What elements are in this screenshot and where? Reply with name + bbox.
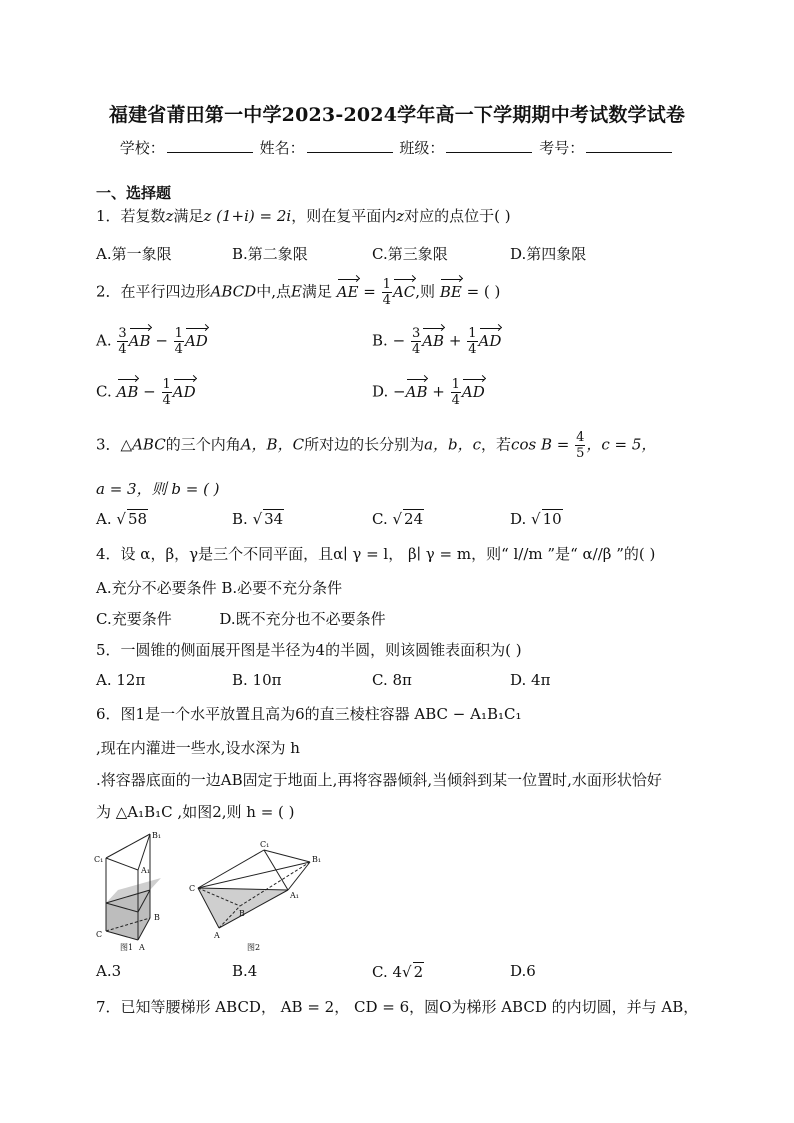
q2-frac-den: 4 [382, 293, 391, 308]
q1-text-c: ，则在复平面内 [291, 207, 397, 225]
q1-option-d[interactable]: D.第四象限 [510, 245, 587, 263]
q2-option-d[interactable] [372, 377, 485, 408]
radicand: 24 [404, 510, 424, 528]
question-2 [96, 277, 500, 308]
q3-text-d: ，若 [481, 435, 512, 454]
q1-text-a: 1．若复数 [96, 207, 166, 225]
section-heading: 一、选择题 [96, 184, 172, 202]
q2-vec-be: BE [439, 282, 462, 301]
label-b1: B₁ [152, 831, 162, 840]
frac-num: 1 [451, 377, 460, 392]
plus-sign: + [448, 331, 462, 350]
student-info-row [0, 137, 794, 158]
minus-sign: − [143, 382, 156, 401]
q2-text-c: 满足 [301, 282, 332, 301]
q2-option-a[interactable] [96, 326, 208, 357]
q5-option-a[interactable]: A. 12π [96, 671, 146, 689]
q2-eq: = [363, 282, 376, 301]
frac-den: 4 [411, 342, 421, 357]
name-label: 姓名： [259, 139, 305, 157]
q6-option-d[interactable]: D.6 [510, 962, 536, 980]
figure-2-prism [198, 850, 310, 928]
class-blank[interactable] [446, 138, 532, 153]
q1-z2: z [396, 207, 405, 225]
label-a1: A₁ [141, 866, 150, 875]
q1-text-b: 满足 [173, 207, 204, 225]
q6-option-b[interactable]: B.4 [232, 962, 258, 980]
q2-fraction [382, 277, 392, 308]
minus-sign: − [392, 331, 406, 350]
q2-vec-ac: AC [392, 282, 416, 301]
frac-num: 3 [118, 326, 127, 341]
q2-e: E [290, 282, 302, 301]
q6-option-c[interactable]: C. 4√ 2 [372, 963, 424, 981]
top-ca [106, 858, 138, 870]
frac-den: 4 [451, 393, 460, 408]
q2-abcd: ABCD [210, 282, 257, 301]
q3-option-a[interactable]: A. √ 58 [96, 510, 148, 528]
q3-fraction [575, 430, 585, 461]
q3-line-2: a = 3，则 b = ( ) [96, 480, 220, 498]
frac-den: 4 [174, 342, 183, 357]
q2-opt-c-frac [162, 377, 172, 408]
question-7: 7．已知等腰梯形 ABCD， AB = 2， CD = 6，圆O为梯形 ABCD 的内切圆，并与 AB， [96, 998, 699, 1016]
q2-vec-ad: AD [461, 382, 485, 401]
class-label: 班级： [399, 139, 445, 157]
q6-option-a[interactable]: A.3 [96, 962, 122, 980]
radicand: 10 [542, 510, 562, 528]
opt-label: D. [510, 510, 532, 528]
edge-c-c1 [198, 850, 264, 888]
q5-option-b[interactable]: B. 10π [232, 671, 282, 689]
q3-text-a: 3． [96, 435, 121, 454]
plus-sign: + [432, 382, 445, 401]
label-a: A [139, 943, 145, 952]
q2-opt-d-frac [451, 377, 461, 408]
q1-option-c[interactable]: C.第三象限 [372, 245, 448, 263]
radicand: 34 [264, 510, 284, 528]
figure-1-prism [106, 834, 161, 940]
question-4: 4．设 α，β，γ是三个不同平面，且α∣ γ = l， β∣ γ = m，则“ l//m ”是“ α//β ”的( ) [96, 545, 656, 563]
minus-sign: − [393, 382, 406, 401]
q1-option-a[interactable]: A.第一象限 [96, 245, 172, 263]
label-c1: C₁ [94, 855, 104, 864]
q2-vec-ad: AD [184, 331, 208, 350]
q2-tail: = ( ) [466, 282, 501, 301]
q2-opt-b-label: B. [372, 331, 388, 350]
q2-vec-ad: AD [172, 382, 196, 401]
q2-vec-ae: AE [336, 282, 359, 301]
q3-sides: a，b，c [424, 435, 482, 454]
label-c: C [96, 930, 103, 939]
edge-c1-a1 [264, 850, 288, 890]
frac-den: 4 [162, 393, 171, 408]
q2-opt-a-label: A. [96, 331, 112, 350]
opt-label: B. [232, 510, 253, 528]
water-region-2 [198, 888, 288, 928]
number-label: 考号： [539, 139, 585, 157]
q1-option-b[interactable]: B.第二象限 [232, 245, 308, 263]
q1-z: z [165, 207, 174, 225]
school-label: 学校： [119, 139, 165, 157]
opt-label: C. 4 [372, 963, 403, 981]
name-blank[interactable] [307, 138, 393, 153]
q3-cos: cos B = [511, 435, 570, 454]
q2-text-b: 中,点 [256, 282, 291, 301]
q5-option-d[interactable]: D. 4π [510, 671, 551, 689]
frac-num: 1 [162, 377, 171, 392]
number-blank[interactable] [586, 138, 672, 153]
frac-num: 1 [174, 326, 183, 341]
question-5: 5．一圆锥的侧面展开图是半径为4的半圆，则该圆锥表面积为( ) [96, 641, 522, 659]
exam-title: 福建省莆田第一中学2023-2024学年高一下学期期中考试数学试卷 [108, 104, 686, 126]
school-blank[interactable] [167, 138, 253, 153]
question-6-line-4: 为 △A₁B₁C ,如图2,则 h = ( ) [96, 803, 295, 821]
q2-opt-a-frac2 [174, 326, 184, 357]
q3-text-b: 的三个内角 [165, 435, 241, 454]
q1-expression: z (1+i) = 2i [203, 207, 292, 225]
frac-den: 4 [468, 342, 477, 357]
q3-option-d[interactable]: D. √ 10 [510, 510, 562, 528]
q2-opt-d-label: D. [372, 382, 389, 401]
q2-opt-b-frac2 [467, 326, 477, 357]
label-b: B [239, 909, 245, 918]
q4-options-row-1[interactable]: A.充分不必要条件 B.必要不充分条件 [96, 579, 343, 597]
radicand: 58 [127, 510, 148, 528]
q3-option-c[interactable]: C. √ 24 [372, 510, 424, 528]
frac-num: 3 [411, 326, 421, 341]
q2-opt-a-frac1 [117, 326, 127, 357]
label-c: C [189, 884, 196, 893]
q4-options-row-2[interactable]: C.充要条件 D.既不充分也不必要条件 [96, 610, 386, 628]
q3-angles: A，B，C [240, 435, 305, 454]
label-b: B [154, 913, 160, 922]
fig1-caption: 图1 [120, 943, 134, 952]
q2-frac-num: 1 [382, 277, 391, 292]
frac-den: 4 [118, 342, 127, 357]
edge-c1-b1 [264, 850, 310, 862]
opt-label: A. [96, 510, 117, 528]
q2-vec-ab: AB [422, 331, 445, 350]
question-1 [96, 205, 511, 226]
q2-opt-b-frac1 [411, 326, 421, 357]
frac-num: 4 [576, 430, 585, 445]
label-a1: A₁ [290, 891, 299, 900]
q5-option-c[interactable]: C. 8π [372, 671, 412, 689]
q2-text-d: ,则 [415, 282, 436, 301]
q1-text-d: 对应的点位于( ) [404, 207, 511, 225]
q2-vec-ab: AB [128, 331, 151, 350]
q2-text-a: 2．在平行四边形 [96, 282, 211, 301]
q2-vec-ad: AD [478, 331, 502, 350]
frac-num: 1 [468, 326, 477, 341]
q3-option-b[interactable]: B. √ 34 [232, 510, 284, 528]
q3-text-c: 所对边的长分别为 [304, 435, 425, 454]
q2-vec-ab: AB [405, 382, 428, 401]
radicand: 2 [413, 963, 424, 981]
question-6-line-3: .将容器底面的一边AB固定于地面上,再将容器倾斜,当倾斜到某一位置时,水面形状恰好 [96, 771, 662, 789]
question-3 [96, 430, 656, 461]
label-b1: B₁ [312, 855, 322, 864]
prism-figures [92, 828, 352, 958]
question-6-line-1: 6．图1是一个水平放置且高为6的直三棱柱容器 ABC − A₁B₁C₁ [96, 705, 522, 723]
q3-triangle: △ABC [120, 435, 166, 454]
q2-option-b[interactable] [372, 326, 501, 357]
q3-c-eq: ，c = 5， [586, 435, 657, 454]
fig2-caption: 图2 [247, 943, 261, 952]
q2-opt-c-label: C. [96, 382, 112, 401]
q2-vec-ab: AB [116, 382, 139, 401]
opt-label: C. [372, 510, 393, 528]
frac-den: 5 [576, 446, 585, 461]
label-c1: C₁ [260, 840, 270, 849]
question-6-line-2: ,现在内灌进一些水,设水深为 h [96, 739, 300, 757]
minus-sign: − [155, 331, 168, 350]
label-a: A [214, 931, 220, 940]
q2-option-c[interactable] [96, 377, 196, 408]
